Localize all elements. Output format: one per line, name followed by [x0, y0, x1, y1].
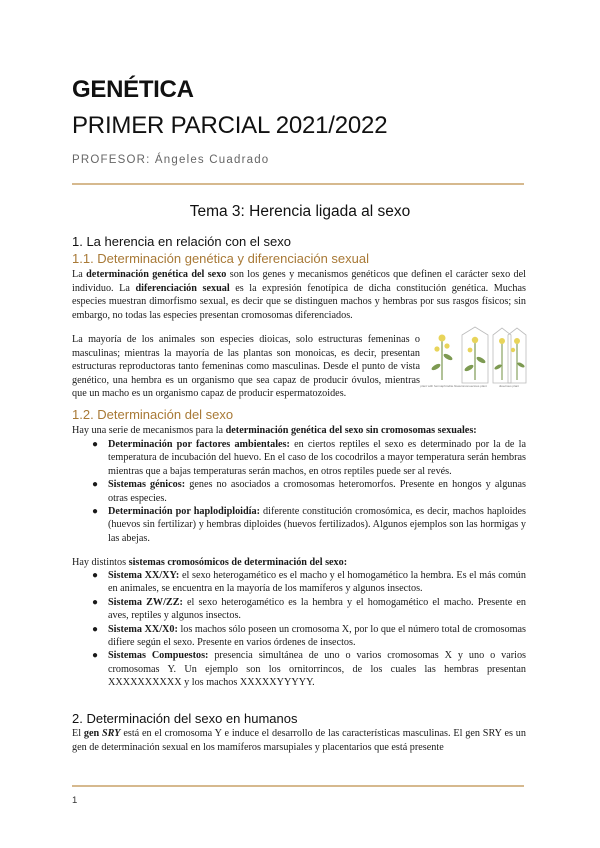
subsection-1-2-heading: 1.2. Determinación del sexo	[72, 407, 234, 422]
plant-types-figure	[420, 325, 526, 397]
systems-list	[72, 569, 526, 690]
plant-monoecious-icon	[462, 327, 488, 383]
text-run: SRY	[102, 728, 121, 739]
mechanism-item	[72, 478, 526, 505]
list-item-term: Sistemas génicos:	[108, 479, 186, 491]
list-item-term: Sistema XX/X0:	[108, 623, 178, 635]
list-item-text: en ciertos reptiles el sexo es determinado por la de la temperatura de incubación del huevo. En el caso de los cocodrilos a mayor temperatura serán hembras mientras que a bajas temperaturas serán machos, en otros reptiles puede ser al revés.	[108, 439, 526, 477]
paragraph-sex-determination	[72, 268, 526, 322]
text-run: sistemas cromosómicos de determinación del sexo:	[128, 557, 348, 568]
paragraph-systems-intro	[72, 556, 526, 570]
text-run: Hay una serie de mecanismos para la	[72, 425, 226, 436]
text-run: determinación genética del sexo	[86, 269, 227, 280]
text-run: está en el cromosoma Y e induce el desarrollo de las características masculinas. El gen SRY es un gen de determinación sexual en los mamíferos marsupiales y placentarios que está presente	[72, 728, 526, 753]
footer-divider	[72, 785, 524, 787]
paragraph-dioecious-monoecious: La mayoría de los animales son especies dioicas, solo estructuras femeninas o masculinas; mientras la mayoría de las plantas son monoicas, es decir, presentan estructuras reproductoras tanto femeninas como masculinas. Desde el punto de vista genético, una hembra es un organismo que sea capaz de producir óvulos, mientras que un macho es un organismo capaz de producir espermatozoides.	[72, 334, 420, 400]
system-item	[72, 596, 526, 623]
list-item-text: diferente constitución cromosómica, es decir, machos haploides (huevos sin fertilizar) y hembras diploides (huevos fertilizados). Algunos ejemplos son las hormigas y las abejas.	[108, 506, 526, 544]
bullet-icon: ●	[92, 570, 99, 581]
list-item-term: Determinación por factores ambientales:	[108, 439, 290, 450]
page-number: 1	[72, 795, 78, 806]
subsection-1-1-heading: 1.1. Determinación genética y diferenciación sexual	[72, 251, 370, 266]
list-item-text: los machos sólo poseen un cromosoma X, por lo que el número total de cromosomas difiere según el sexo. Presente en varios órdenes de insectos.	[108, 623, 527, 649]
text-run: gen	[83, 728, 103, 739]
caption-hermaphrodite: plant with hermaphrodite flowers	[420, 384, 464, 388]
bullet-icon: ●	[92, 439, 99, 450]
section-1-heading: 1. La herencia en relación con el sexo	[72, 234, 291, 249]
text-run: La	[72, 269, 87, 280]
list-item-term: Determinación por haplodiploidía:	[108, 506, 260, 518]
text-run: Hay distintos	[72, 557, 129, 568]
system-item	[72, 623, 526, 650]
system-item	[72, 649, 526, 689]
plant-hermaphrodite-icon	[431, 335, 454, 381]
list-item-text: el sexo heterogamético es la hembra y el homogamético el macho. Presente en aves, reptiles y algunos insectos.	[108, 596, 526, 622]
list-item-text: presencia simultánea de uno o varios cromosomas X y uno o varios cromosomas Y. Un ejemplo son los ornitorrincos, de los cuales las hembras presentan XXXXXXXXXX y los machos XXXXXYYYYY.	[108, 650, 526, 689]
text-run: son los genes y mecanismos genéticos que definen el carácter sexo del individuo. La	[72, 269, 526, 294]
bullet-icon: ●	[92, 596, 99, 608]
topic-title: Tema 3: Herencia ligada al sexo	[189, 203, 411, 220]
plant-dioecious-icon	[493, 328, 526, 383]
bullet-icon: ●	[92, 623, 99, 635]
paragraph-mechanisms-intro	[72, 424, 526, 438]
paragraph-sry-gene	[72, 727, 526, 754]
teacher-line: PROFESOR: Ángeles Cuadrado	[72, 154, 270, 166]
system-item	[72, 569, 526, 596]
mechanism-item	[72, 438, 526, 478]
list-item-text: genes no asociados a cromosomas heteromorfos. Presente en hongos y algunas otras especies.	[108, 479, 526, 504]
bullet-icon: ●	[92, 650, 99, 662]
section-2-heading: 2. Determinación del sexo en humanos	[72, 711, 298, 726]
text-run: El	[72, 728, 84, 739]
mechanism-item	[72, 505, 526, 545]
caption-monoecious: monoecious plant	[463, 384, 487, 388]
text-run	[102, 728, 121, 739]
mechanisms-list	[72, 438, 526, 545]
list-item-term: Sistemas Compuestos:	[108, 650, 209, 662]
document-title: GENÉTICA	[72, 76, 194, 103]
list-item-text: el sexo heterogamético es el macho y el homogamético la hembra. Es el más común en animales, se encuentra en la mayoría de los mamíferos y algunos insectos.	[108, 570, 526, 595]
text-run: determinación genética del sexo sin cromosomas sexuales:	[225, 425, 477, 436]
bullet-icon: ●	[92, 479, 99, 491]
list-item-term: Sistema ZW/ZZ:	[108, 596, 183, 608]
bullet-icon: ●	[92, 506, 99, 518]
caption-dioecious: dioecious plant	[498, 384, 520, 388]
header-divider	[72, 183, 524, 185]
list-item-term: Sistema XX/XY:	[108, 570, 180, 581]
text-run: es la expresión fenotípica de dicha constitución genética. Muchas especies muestran dimorfismo sexual, es decir que se distinguen machos y hembras por sus rasgos físicos; sin embargo, no todas las especies presentan cromosomas diferenciados.	[72, 282, 526, 321]
document-subtitle: PRIMER PARCIAL 2021/2022	[72, 112, 388, 139]
text-run: diferenciación sexual	[135, 282, 230, 294]
